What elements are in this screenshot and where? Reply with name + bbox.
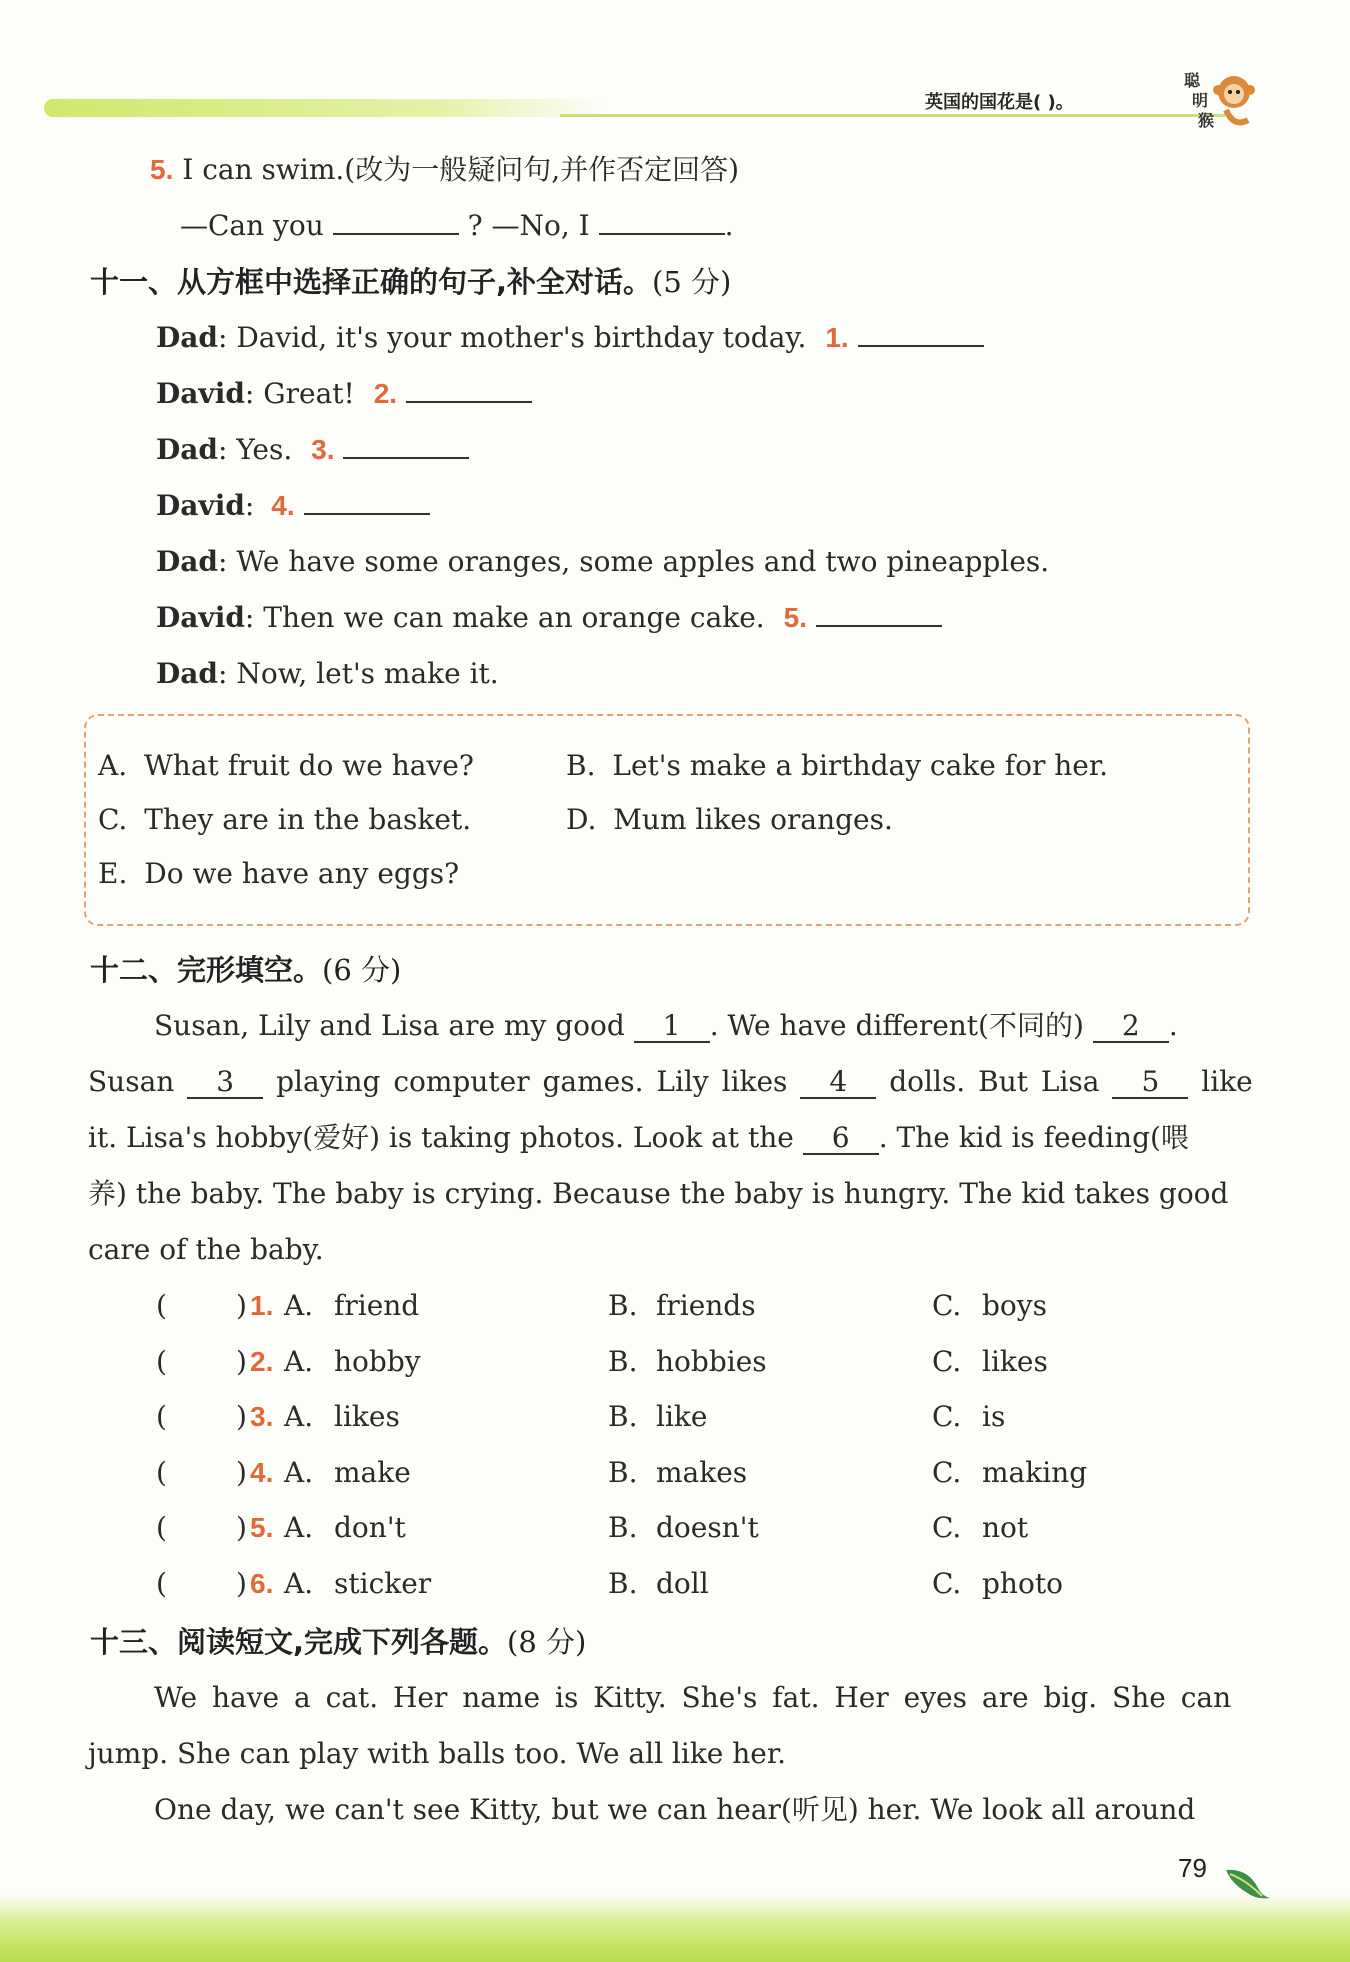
option-b: like (656, 1400, 708, 1433)
option-b: doll (656, 1567, 709, 1600)
passage-line: One day, we can't see Kitty, but we can hear(听见) her. We look all around (154, 1793, 1196, 1826)
answer-blank[interactable] (816, 599, 942, 627)
answer-paren-close: ) (236, 1511, 247, 1544)
cloze-blank-6[interactable]: 6 (803, 1123, 879, 1155)
answer-paren-close: ) (236, 1345, 247, 1378)
answer-slot[interactable] (176, 1286, 232, 1326)
header-hint: 英国的国花是( )。 (925, 92, 1074, 113)
answer-paren-open: ( (156, 1456, 167, 1489)
cloze-blank-3[interactable]: 3 (187, 1067, 263, 1099)
section-11-title: 十一、从方框中选择正确的句子,补全对话。(5 分) (90, 265, 732, 299)
option-c: likes (982, 1345, 1048, 1378)
option-item: A. What fruit do we have? (98, 749, 474, 782)
answer-paren-close: ) (236, 1567, 247, 1600)
option-a: friend (334, 1289, 420, 1322)
option-a: hobby (334, 1345, 421, 1378)
option-letter-a: A. (284, 1289, 314, 1322)
option-letter-c: C. (932, 1345, 962, 1378)
option-c: boys (982, 1289, 1047, 1322)
dialogue-line: David: Then we can make an orange cake. 5. (156, 598, 942, 638)
option-letter-a: A. (284, 1400, 314, 1433)
svg-text:猴: 猴 (1198, 111, 1215, 130)
option-letter-c: C. (932, 1400, 962, 1433)
answer-paren-close: ) (236, 1456, 247, 1489)
passage-line: We have a cat. Her name is Kitty. She's fat. Her eyes are big. She can (154, 1681, 1232, 1714)
passage-line: 养) the baby. The baby is crying. Because the baby is hungry. The kid takes good (88, 1177, 1229, 1210)
option-letter-b: B. (608, 1400, 638, 1433)
option-letter-a: A. (284, 1345, 314, 1378)
option-letter-b: B. (608, 1567, 638, 1600)
question-number: 2. (250, 1346, 274, 1377)
option-letter-c: C. (932, 1511, 962, 1544)
option-letter-a: A. (284, 1456, 314, 1489)
cloze-blank-5[interactable]: 5 (1112, 1067, 1188, 1099)
answer-paren-open: ( (156, 1511, 167, 1544)
mascot-text: 聪 (1184, 71, 1201, 90)
option-letter-a: A. (284, 1511, 314, 1544)
option-c: not (982, 1511, 1029, 1544)
option-letter-b: B. (608, 1289, 638, 1322)
top-rule (560, 114, 1225, 117)
q5-answer-line: —Can you ? —No, I . (180, 209, 734, 242)
answer-blank[interactable] (599, 207, 725, 235)
answer-blank[interactable] (858, 319, 984, 347)
option-letter-b: B. (608, 1345, 638, 1378)
page-number: 79 (1178, 1853, 1207, 1883)
option-letter-b: B. (608, 1456, 638, 1489)
svg-text:明: 明 (1192, 91, 1209, 110)
option-a: don't (334, 1511, 406, 1544)
q5-prompt: 5. I can swim.(改为一般疑问句,并作否定回答) (150, 153, 740, 186)
dialogue-line: Dad: We have some oranges, some apples and two pineapples. (156, 545, 1050, 578)
option-item: D. Mum likes oranges. (566, 803, 893, 836)
passage-line: it. Lisa's hobby(爱好) is taking photos. Look at the 6 . The kid is feeding(喂 (88, 1121, 1189, 1154)
option-letter-c: C. (932, 1289, 962, 1322)
question-number: 4. (250, 1457, 274, 1488)
answer-blank[interactable] (406, 375, 532, 403)
answer-paren-open: ( (156, 1567, 167, 1600)
option-c: making (982, 1456, 1088, 1489)
option-a: make (334, 1456, 411, 1489)
option-a: sticker (334, 1567, 432, 1600)
answer-blank[interactable] (333, 207, 459, 235)
dialogue-line: Dad: Yes. 3. (156, 430, 469, 470)
answer-paren-open: ( (156, 1345, 167, 1378)
option-b: hobbies (656, 1345, 767, 1378)
option-c: photo (982, 1567, 1063, 1600)
question-number: 6. (250, 1568, 274, 1599)
bottom-decor-band (0, 1895, 1350, 1962)
cloze-blank-1[interactable]: 1 (634, 1011, 710, 1043)
question-number: 5. (250, 1512, 274, 1543)
answer-paren-close: ) (236, 1400, 247, 1433)
option-b: makes (656, 1456, 748, 1489)
section-12-title: 十二、完形填空。(6 分) (90, 953, 402, 987)
option-b: friends (656, 1289, 756, 1322)
answer-paren-open: ( (156, 1289, 167, 1322)
dialogue-line: Dad: David, it's your mother's birthday today. 1. (156, 318, 984, 358)
passage-line: care of the baby. (88, 1233, 324, 1266)
dialogue-line: Dad: Now, let's make it. (156, 657, 499, 690)
passage-line: jump. She can play with balls too. We all like her. (88, 1737, 787, 1770)
answer-slot[interactable] (176, 1342, 232, 1382)
question-number: 1. (250, 1290, 274, 1321)
option-letter-b: B. (608, 1511, 638, 1544)
option-c: is (982, 1400, 1006, 1433)
answer-slot[interactable] (176, 1508, 232, 1548)
cloze-blank-4[interactable]: 4 (800, 1067, 876, 1099)
answer-paren-close: ) (236, 1289, 247, 1322)
option-item: E. Do we have any eggs? (98, 857, 460, 890)
option-letter-c: C. (932, 1456, 962, 1489)
section-13-title: 十三、阅读短文,完成下列各题。(8 分) (90, 1625, 587, 1659)
leaf-decor-icon (1222, 1862, 1272, 1902)
monkey-mascot-icon (1178, 62, 1258, 134)
answer-blank[interactable] (343, 431, 469, 459)
answer-blank[interactable] (304, 487, 430, 515)
answer-slot[interactable] (176, 1564, 232, 1604)
answer-slot[interactable] (176, 1397, 232, 1437)
option-item: B. Let's make a birthday cake for her. (566, 749, 1109, 782)
option-b: doesn't (656, 1511, 759, 1544)
answer-paren-open: ( (156, 1400, 167, 1433)
passage-line: Susan 3 playing computer games. Lily likes 4 dolls. But Lisa 5 like (88, 1065, 1253, 1098)
question-number: 3. (250, 1401, 274, 1432)
option-letter-a: A. (284, 1567, 314, 1600)
dialogue-line: David: Great! 2. (156, 374, 532, 414)
cloze-blank-2[interactable]: 2 (1093, 1011, 1169, 1043)
option-item: C. They are in the basket. (98, 803, 472, 836)
top-decor-band (44, 99, 604, 117)
answer-slot[interactable] (176, 1453, 232, 1493)
dialogue-line: David: 4. (156, 486, 430, 526)
option-a: likes (334, 1400, 400, 1433)
option-letter-c: C. (932, 1567, 962, 1600)
passage-line: Susan, Lily and Lisa are my good 1 . We have different(不同的) 2 . (154, 1009, 1178, 1042)
